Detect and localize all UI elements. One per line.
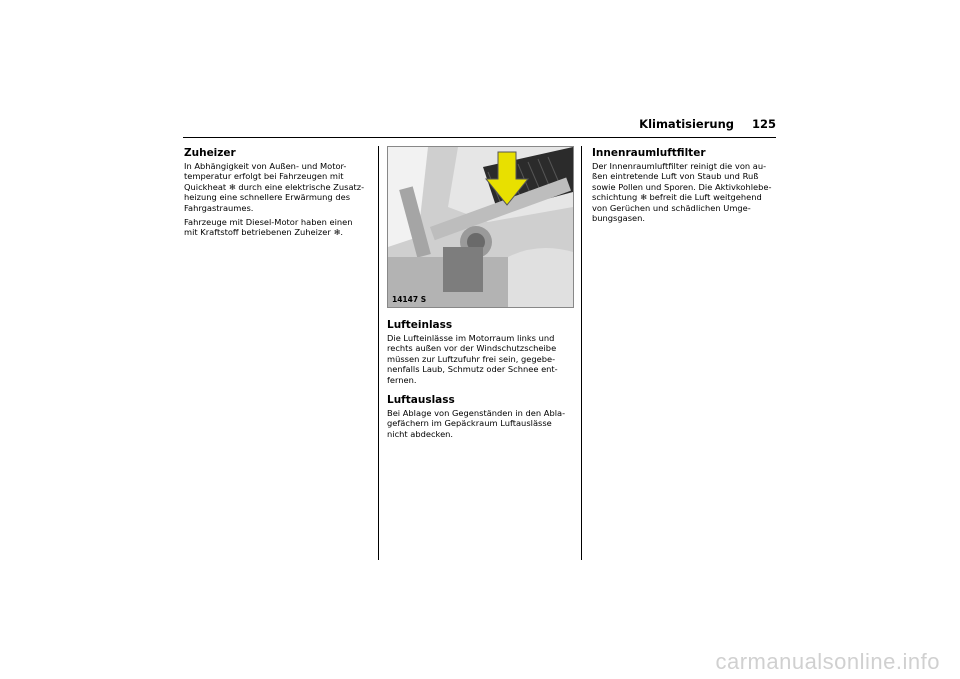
zuheizer-heading: Zuheizer (184, 147, 236, 159)
zuheizer-paragraph-1: In Abhängigkeit von Außen- und Motor- temperatur erfolgt bei Fahrzeugen mit Quickheat ❄ durch eine elektrische Zusatz- heizung eine schnellere Erwärmung des Fahrgastraumes. (184, 161, 365, 213)
page-number: 125 (751, 117, 776, 131)
page-header (183, 114, 776, 138)
figure-caption: 14147 S (392, 295, 427, 304)
lufteinlass-paragraph: Die Lufteinlässe im Motorraum links und rechts außen vor der Windschutzscheibe müssen zur Luftzufuhr frei sein, gegebe- nenfalls Laub, Schmutz oder Schnee ent- fernen. (387, 333, 558, 385)
zuheizer-paragraph-2: Fahrzeuge mit Diesel-Motor haben einen mit Kraftstoff betriebenen Zuheizer ❄. (184, 217, 353, 238)
engine-bay-illustration (388, 147, 573, 307)
section-title: Klimatisierung (639, 117, 734, 131)
column-middle (387, 146, 575, 443)
watermark: carmanualsonline.info (715, 649, 940, 674)
innenraumluftfilter-paragraph: Der Innenraumluftfilter reinigt die von au- ßen eintretende Luft von Staub und Ruß sowie Pollen und Sporen. Die Aktivkohlebe- schichtung ❄ befreit die Luft weitgehend von Gerüchen und schädlichen Umge- bungsgasen. (592, 161, 772, 224)
luftauslass-paragraph: Bei Ablage von Gegenständen in den Abla- gefächern im Gepäckraum Luftauslässe nicht abdecken. (387, 408, 566, 439)
header-rule (183, 137, 776, 138)
column-right (592, 146, 780, 227)
innenraumluftfilter-heading: Innenraumluftfilter (592, 147, 706, 159)
column-divider-right (581, 146, 582, 560)
column-left (184, 146, 372, 242)
lufteinlass-heading: Lufteinlass (387, 319, 453, 331)
column-divider-left (378, 146, 379, 560)
luftauslass-heading: Luftauslass (387, 394, 455, 407)
engine-bay-figure (387, 146, 574, 308)
